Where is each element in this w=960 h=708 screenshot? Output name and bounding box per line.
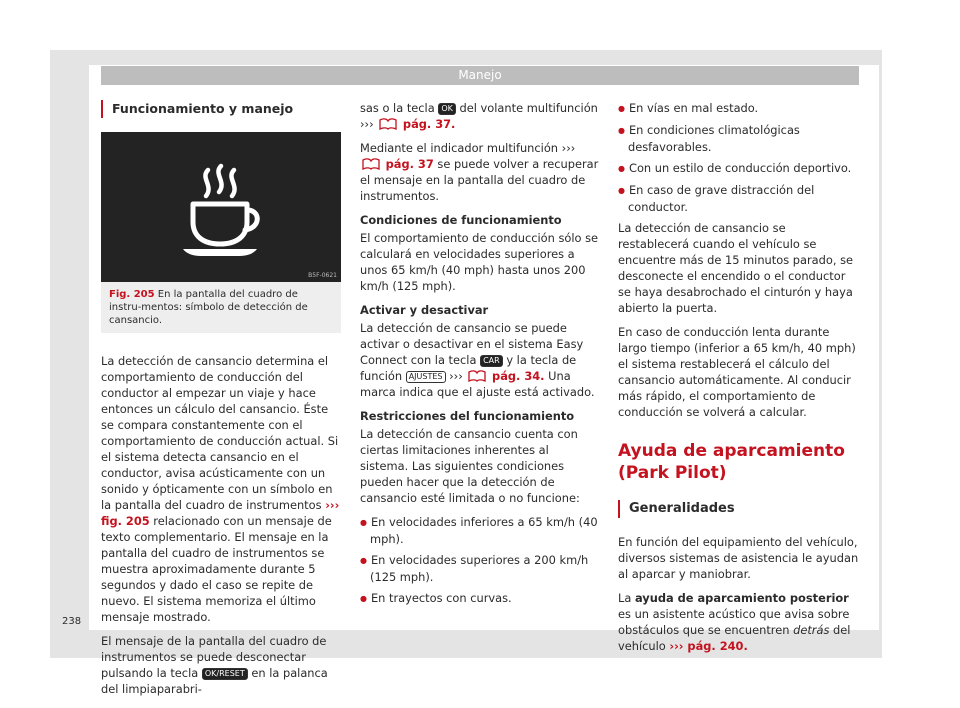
list-item: ● En velocidades inferiores a 65 km/h (40 mph). [360, 514, 600, 547]
bold-term: ayuda de aparcamiento posterior [634, 591, 849, 605]
paragraph [618, 590, 860, 654]
page-link[interactable]: ››› pág. 240. [669, 639, 748, 653]
ok-key: OK [438, 103, 456, 115]
page-link[interactable]: pág. 37 [385, 157, 434, 171]
figure-code: B5F-0621 [308, 272, 337, 279]
list-item: ● En condiciones climatológicas desfavorables. [618, 122, 860, 155]
subheading-conditions: Condiciones de funcionamiento [360, 213, 562, 227]
list-item: ● En trayectos con curvas. [360, 590, 600, 607]
paragraph: La detección de cansancio se restablecerá cuando el vehículo se encuentre más de 15 minutos parado, se desconecte el encendido o el conductor se haya desabrochado el cinturón y haya abierto la puerta. [618, 221, 854, 315]
book-icon [362, 158, 380, 170]
section-subtitle: Generalidades [618, 500, 860, 518]
paragraph [101, 633, 341, 697]
paragraph-text: Mediante el indicador multifunción [360, 141, 559, 155]
reference-arrow: ››› [449, 369, 463, 383]
list-item: ● En vías en mal estado. [618, 100, 860, 117]
subheading-activate: Activar y desactivar [360, 303, 489, 317]
figure-link[interactable]: ››› fig. 205 [101, 498, 340, 528]
page-link[interactable]: pág. 37. [402, 117, 456, 131]
paragraph-text: y la tecla de función [360, 353, 577, 383]
chapter-title: Ayuda de aparcamiento (Park Pilot) [618, 441, 845, 483]
paragraph: La detección de cansancio cuenta con ciertas limitaciones inherentes al sistema. Las siguientes condiciones pueden hacer que la detección de cansancio esté limitada o no funcione: [360, 427, 580, 505]
paragraph: En función del equipamiento del vehículo, diversos sistemas de asistencia le ayudan al aparcar y maniobrar. [618, 535, 859, 581]
paragraph-text: es un asistente acústico que avisa sobre obstáculos que se encuentren [618, 607, 850, 637]
paragraph-text: relacionado con un mensaje de texto complementario. El mensaje en la pantalla del cuadro de instrumentos se muestra aproximadamente durante 5 segundos y dado el caso se repite de nuevo. El sistema memoriza el último mensaje mostrado. [101, 514, 332, 624]
list-item: ● Con un estilo de conducción deportivo. [618, 160, 860, 177]
figure-caption [101, 282, 341, 333]
page-number: 238 [62, 616, 82, 627]
reference-arrow: ››› [561, 141, 576, 155]
paragraph-text: se puede volver a recuperar el mensaje en la pantalla del cuadro de instrumentos. [360, 157, 599, 203]
figure-205 [101, 132, 341, 282]
paragraph [360, 100, 600, 132]
paragraph [101, 353, 341, 625]
paragraph [360, 140, 600, 204]
subheading-restrictions: Restricciones del funcionamiento [360, 409, 575, 423]
paragraph: En caso de conducción lenta durante largo tiempo (inferior a 65 km/h, 40 mph) el sistema restablecerá el cálculo del cansancio automáticamente. Al conducir más rápido, el comportamiento de conducción se volverá a calcular. [618, 325, 856, 419]
running-header: Manejo [101, 66, 859, 85]
reference-arrow: ››› [360, 117, 374, 131]
section-title: Funcionamiento y manejo [101, 100, 341, 118]
list-item: ● En caso de grave distracción del conductor. [618, 182, 860, 215]
paragraph-text: del vehículo [618, 623, 851, 653]
paragraph [360, 320, 600, 400]
book-icon [468, 370, 486, 382]
list-item: ● En velocidades superiores a 200 km/h (125 mph). [360, 552, 600, 585]
book-icon [379, 118, 397, 130]
paragraph-text: El mensaje de la pantalla del cuadro de instrumentos se puede desconectar pulsando la tecla [101, 634, 327, 680]
paragraph: El comportamiento de conducción sólo se calculará en velocidades superiores a unos 65 km/h (40 mph) hasta unos 200 km/h (125 mph). [360, 231, 599, 293]
car-key: CAR [480, 355, 503, 367]
paragraph-text: sas o la tecla [360, 101, 435, 115]
paragraph-text: Una marca indica que el ajuste está activado. [360, 369, 595, 399]
column-3 [618, 100, 860, 662]
figure-label: Fig. 205 [109, 289, 155, 300]
paragraph-text: del volante multifunción [459, 101, 598, 115]
ok-reset-key: OK/RESET [202, 668, 248, 680]
coffee-cup-icon [101, 132, 341, 282]
paragraph-text: en la palanca del limpiaparabri- [101, 666, 328, 696]
paragraph-text: La detección de cansancio se puede activar o desactivar en el sistema Easy Connect con la tecla [360, 321, 584, 367]
page-link[interactable]: pág. 34. [492, 369, 545, 383]
column-2 [360, 100, 600, 612]
emphasis-text: detrás [793, 623, 830, 637]
paragraph-text: La detección de cansancio determina el comportamiento de conducción del conductor al empezar un viaje y hace entonces un cálculo del cansancio. Éste se compara constantemente con el comportamiento de conducción actual. Si el sistema detecta cansancio en el conductor, avisa acústicamente con un sonido y ópticamente con un símbolo en la pantalla del cuadro de instrumentos [101, 354, 339, 512]
ajustes-key: AJUSTES [406, 371, 446, 383]
paragraph-text: La [618, 591, 632, 605]
column-1 [101, 100, 341, 705]
caption-text: En la pantalla del cuadro de instru-mentos: símbolo de detección de cansancio. [109, 289, 308, 326]
